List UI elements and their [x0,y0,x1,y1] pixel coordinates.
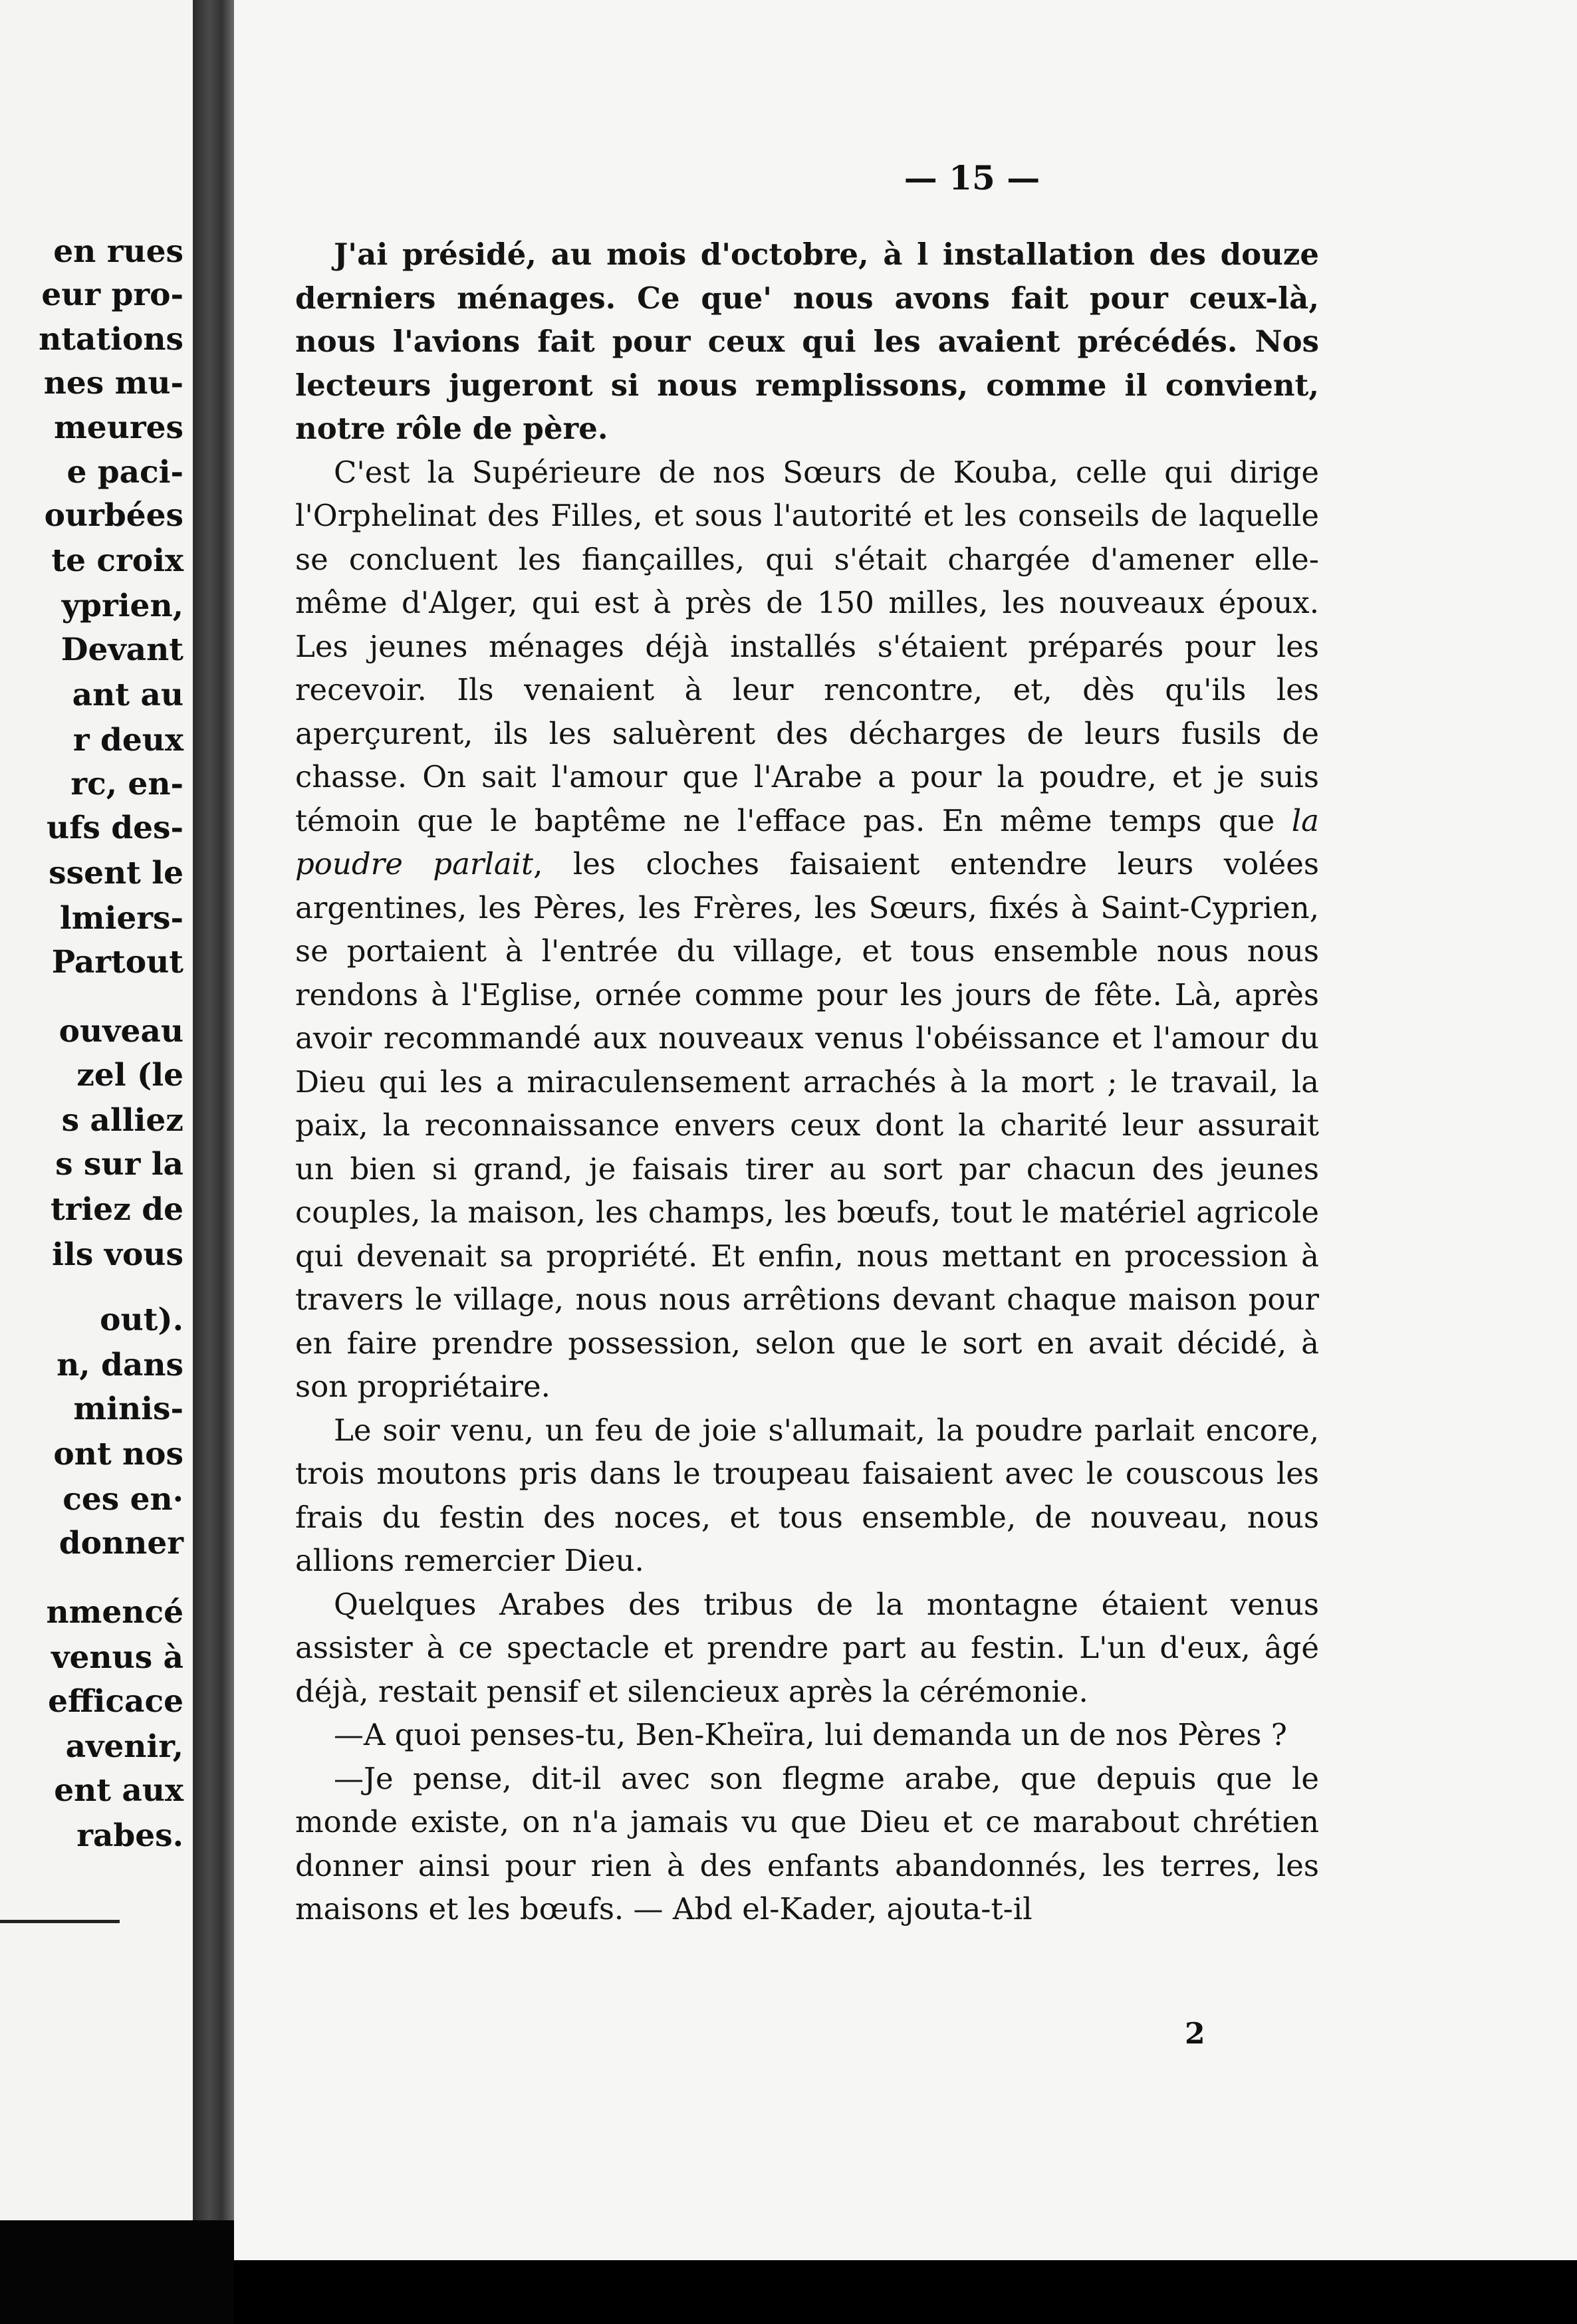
left-page-line: ent aux [54,1772,183,1809]
left-page-line: ces en· [62,1481,183,1518]
left-page-line: Devant [61,632,183,668]
left-page-line: ouveau [59,1013,183,1050]
left-page-line: ont nos [53,1436,183,1472]
left-page-line: venus à [51,1639,183,1676]
left-page-line: s alliez [61,1102,183,1139]
left-page-line: nes mu- [43,365,183,402]
left-page-line: ant au [72,677,183,713]
left-page-line: yprien, [61,588,183,624]
left-page-line: ssent le [49,855,183,891]
left-page-line: en rues [53,233,183,270]
left-page-line: r deux [72,722,183,758]
page-number: — 15 — [904,158,1040,197]
signature-mark: 2 [1185,2017,1205,2051]
left-page-line: s sur la [55,1146,183,1183]
left-page-line: minis- [73,1391,183,1427]
left-page-line: lmiers- [59,900,183,937]
paragraph-4: Quelques Arabes des tribus de la montagne étaient venus assister à ce spectacle et prendre part au festin. L'un d'eux, âgé déjà, restait pensif et silencieux après la cérémonie. [295,1586,1319,1709]
paragraph-1: J'ai présidé, au mois d'octobre, à l installation des douze derniers ménages. Ce que' nous avons fait pour ceux-là, nous l'avions fait pour ceux qui les avaient précédés. Nos lecteurs jugeront si nous remplissons, comme il convient, notre rôle de père. [295,237,1319,446]
left-page-line: triez de [50,1191,183,1228]
left-page-line: zel (le [76,1057,183,1094]
left-page-rule [0,1920,120,1923]
left-page-line: eur pro- [41,277,183,313]
left-page-fragment [0,0,193,2220]
book-gutter [193,0,234,2220]
left-page-line: ufs des- [47,810,183,846]
left-page-line: Partout [51,944,183,981]
body-text [295,233,1319,1931]
left-page-line: donner [59,1525,183,1562]
italic-phrase: la poudre parlait [295,802,1319,881]
paragraph-6: —Je pense, dit-il avec son flegme arabe, que depuis que le monde existe, on n'a jamais vu que Dieu et ce marabout chrétien donner ainsi pour rien à des enfants abandonnés, les terres, les maisons et les bœufs. — Abd el-Kader, ajouta-t-il [295,1760,1319,1926]
left-page-line: e paci- [66,454,183,491]
left-page-line: te croix [51,542,183,579]
left-page-line: nmencé [46,1594,183,1631]
right-page [234,0,1577,2260]
left-page-line: ntations [39,321,183,358]
left-page-line: rabes. [76,1817,183,1854]
left-page-line: avenir, [65,1728,183,1765]
paragraph-2: C'est la Supérieure de nos Sœurs de Kouba, celle qui dirige l'Orphelinat des Filles, et sous l'autorité et les conseils de laquelle se concluent les fiançailles, qui s'était chargée d'amener elle-même d'Alger, qui est à près de 150 milles, les nouveaux époux. Les jeunes ménages déjà installés s'étaient préparés pour les recevoir. Ils venaient à leur rencontre, et, dès qu'ils les aperçurent, ils les saluèrent des décharges de leurs fusils de chasse. On sait l'amour que l'Arabe a pour la poudre, et je suis témoin que le baptême ne l'efface pas. En même temps que la poudre parlait, les cloches faisaient entendre leurs volées argentines, les Pères, les Frères, les Sœurs, fixés à Saint-Cyprien, se portaient à l'entrée du village, et tous ensemble nous nous rendons à l'Eglise, ornée comme pour les jours de fête. Là, après avoir recommandé aux nouveaux venus l'obéissance et l'amour du Dieu qui les a miraculensement arrachés à la mort ; le travail, la paix, la reconnaissance envers ceux dont la charité leur assurait un bien si grand, je faisais tirer au sort par chacun des jeunes couples, la maison, les champs, les bœufs, tout le matériel agricole qui devenait sa propriété. Et enfin, nous mettant en procession à travers le village, nous nous arrêtions devant chaque maison pour en faire prendre possession, selon que le sort en avait décidé, à son propriétaire. [295,454,1319,1404]
left-page-line: efficace [48,1683,183,1720]
left-page-line: rc, en- [70,766,183,802]
bottom-shadow [0,2220,234,2324]
left-page-line: ils vous [52,1236,183,1273]
paragraph-3: Le soir venu, un feu de joie s'allumait, la poudre parlait encore, trois moutons pris dans le troupeau faisaient avec le couscous les frais du festin des noces, et tous ensemble, de nouveau, nous allions remercier Dieu. [295,1412,1319,1578]
left-page-line: out). [100,1302,183,1338]
left-page-line: meures [54,409,183,446]
left-page-line: n, dans [57,1347,183,1383]
left-page-line: ourbées [44,497,183,534]
paragraph-5: —A quoi penses-tu, Ben-Kheïra, lui demanda un de nos Pères ? [334,1717,1287,1752]
